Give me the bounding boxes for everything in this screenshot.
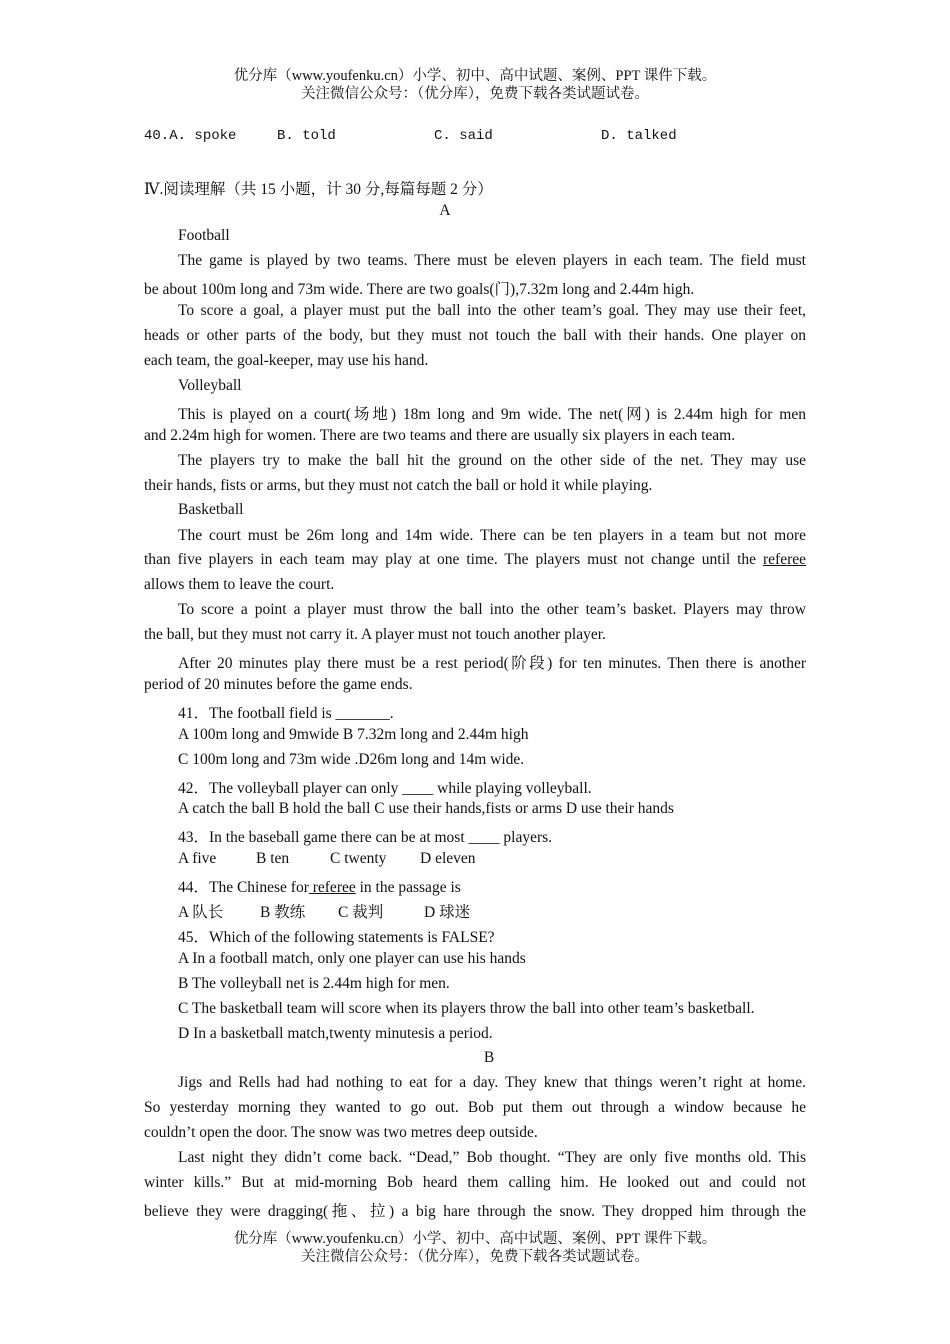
paragraph-line: period of 20 minutes before the game ends.: [144, 676, 413, 693]
q40-option-a: A. spoke: [169, 128, 237, 144]
q44-option-c: C 裁判: [338, 904, 384, 921]
paragraph-line: the ball, but they must not carry it. A player must not touch another player.: [144, 626, 606, 643]
paragraph-text: than five players in each team may play at one time. The players must not change until the: [144, 551, 757, 568]
header-line-1: 优分库（www.youfenku.cn）小学、初中、高中试题、案例、PPT 课件下载。: [233, 68, 717, 84]
page-header: [0, 67, 950, 103]
paragraph-line: So yesterday morning they wanted to go out. Bob put them out through a window because he: [144, 1099, 806, 1116]
q40-number: 40.: [144, 128, 170, 144]
q40-option-c: C. said: [434, 128, 493, 144]
basketball-heading: Basketball: [178, 501, 244, 518]
q41-stem: 41．The football field is _______.: [178, 705, 394, 722]
paragraph-line: believe they were dragging(拖、拉) a big hare through the snow. They dropped him through the: [144, 1203, 806, 1220]
paragraph-line: couldn’t open the door. The snow was two metres deep outside.: [144, 1124, 538, 1141]
q44-stem-post: in the passage is: [355, 879, 461, 896]
paragraph-line: The players try to make the ball hit the ground on the other side of the net. They may use: [178, 452, 806, 469]
q44-referee-word: referee: [308, 879, 356, 896]
footer-line-2: 关注微信公众号：（优分库），免费下载各类试题试卷。: [301, 1249, 649, 1265]
q45-stem: 45．Which of the following statements is FALSE?: [178, 929, 495, 946]
paragraph-line: This is played on a court(场地) 18m long and 9m wide. The net(网) is 2.44m high for men: [178, 406, 806, 423]
referee-word: referee: [763, 551, 807, 568]
q43-option-b: B ten: [256, 850, 290, 867]
page-footer: [0, 1230, 950, 1266]
q44-stem-pre: 44．The Chinese for: [178, 879, 309, 896]
q43-option-d: D eleven: [420, 850, 476, 867]
q44-option-b: B 教练: [260, 904, 306, 921]
paragraph-line: The court must be 26m long and 14m wide. There can be ten players in a team but not more: [178, 527, 806, 544]
q44-stem: [178, 875, 461, 897]
q45-option-c: C The basketball team will score when its players throw the ball into other team’s basketball.: [178, 1000, 755, 1017]
q44-option-a: A 队长: [178, 904, 224, 921]
q40-options: [144, 128, 236, 144]
footer-line-1: 优分库（www.youfenku.cn）小学、初中、高中试题、案例、PPT 课件下载。: [233, 1231, 717, 1247]
q40-option-d: D. talked: [601, 128, 677, 144]
paragraph-line: and 2.24m high for women. There are two teams and there are usually six players in each team.: [144, 427, 736, 444]
passage-a-label: A: [439, 202, 451, 219]
q41-options-ab: A 100m long and 9mwide B 7.32m long and 2.44m high: [178, 726, 529, 743]
q43-stem: 43．In the baseball game there can be at most ____ players.: [178, 829, 553, 846]
paragraph-line: heads or other parts of the body, but they must not touch the ball with their hands. One player on: [144, 327, 806, 344]
q45-option-b: B The volleyball net is 2.44m high for men.: [178, 975, 450, 992]
paragraph-line: Jigs and Rells had had nothing to eat for a day. They knew that things weren’t right at home.: [178, 1074, 806, 1091]
paragraph-line: be about 100m long and 73m wide. There are two goals(门),7.32m long and 2.44m high.: [144, 281, 695, 298]
paragraph-line: allows them to leave the court.: [144, 576, 335, 593]
passage-b-label: B: [483, 1049, 495, 1066]
q43-option-c: C twenty: [330, 850, 387, 867]
q45-option-d: D In a basketball match,twenty minutesis a period.: [178, 1025, 493, 1042]
paragraph-line: [144, 551, 806, 569]
q41-options-cd: C 100m long and 73m wide .D26m long and 14m wide.: [178, 751, 525, 768]
football-heading: Football: [178, 227, 230, 244]
paragraph-line: After 20 minutes play there must be a rest period(阶段) for ten minutes. Then there is another: [178, 655, 806, 672]
paragraph-line: their hands, fists or arms, but they must not catch the ball or hold it while playing.: [144, 477, 653, 494]
q45-option-a: A In a football match, only one player can use his hands: [178, 950, 526, 967]
paragraph-line: winter kills.” But at mid-morning Bob heard them calling him. He looked out and could not: [144, 1174, 806, 1191]
volleyball-heading: Volleyball: [178, 377, 242, 394]
paragraph-line: To score a point a player must throw the ball into the other team’s basket. Players may throw: [178, 601, 806, 618]
header-line-2: 关注微信公众号：（优分库），免费下载各类试题试卷。: [301, 86, 649, 102]
q42-stem: 42．The volleyball player can only ____ while playing volleyball.: [178, 780, 592, 797]
paragraph-line: To score a goal, a player must put the ball into the other team’s goal. They may use their feet,: [178, 302, 806, 319]
q43-option-a: A five: [178, 850, 217, 867]
section-title: Ⅳ.阅读理解（共 15 小题，计 30 分,每篇每题 2 分）: [144, 181, 493, 198]
q42-options: A catch the ball B hold the ball C use their hands,fists or arms D use their hands: [178, 800, 674, 817]
q44-option-d: D 球迷: [424, 904, 471, 921]
paragraph-line: each team, the goal-keeper, may use his hand.: [144, 352, 429, 369]
paragraph-line: The game is played by two teams. There must be eleven players in each team. The field must: [178, 252, 806, 269]
q40-option-b: B. told: [277, 128, 336, 144]
paragraph-line: Last night they didn’t come back. “Dead,” Bob thought. “They are only five months old. This: [178, 1149, 806, 1166]
